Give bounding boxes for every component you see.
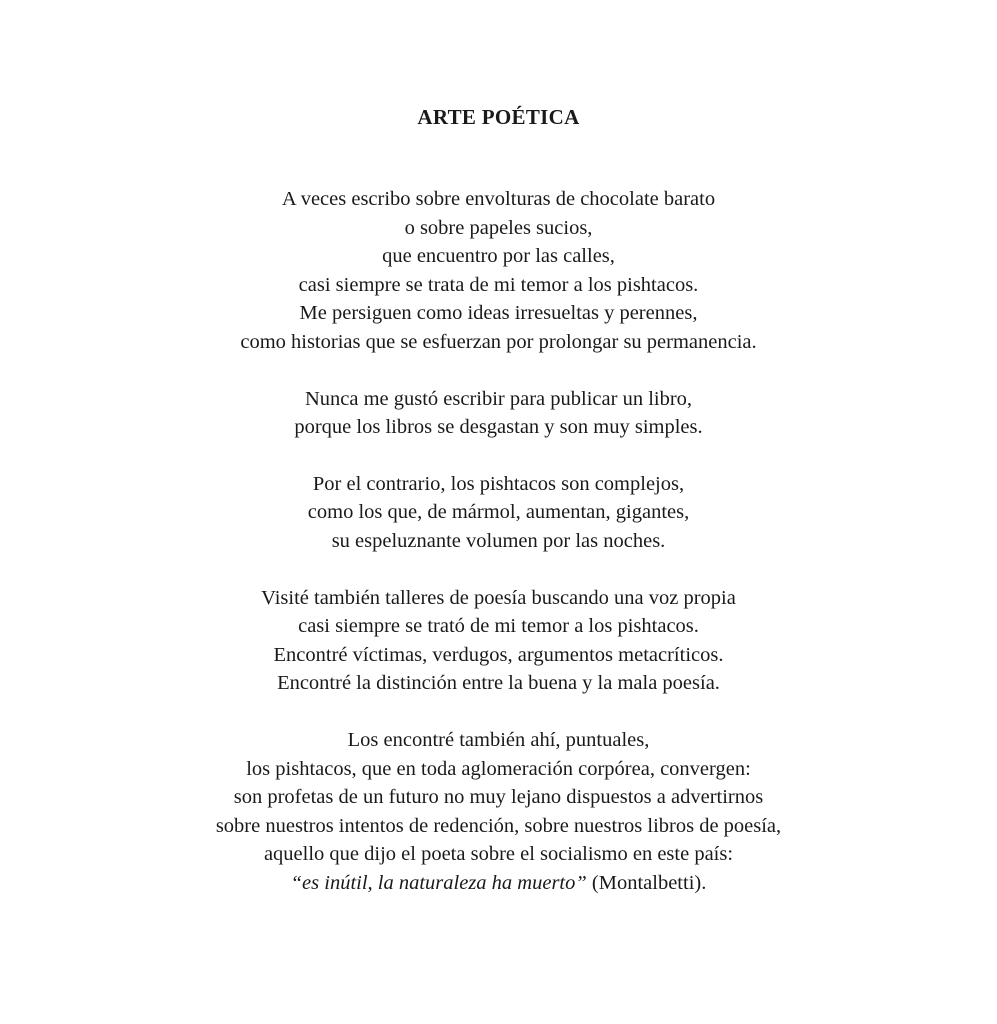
poem-line: como historias que se esfuerzan por prolongar su permanencia. bbox=[240, 330, 757, 353]
poem-title: ARTE POÉTICA bbox=[417, 105, 580, 129]
stanza-2 bbox=[0, 385, 997, 442]
poem-line: Visité también talleres de poesía buscando una voz propia bbox=[261, 586, 736, 609]
poem-line: Me persiguen como ideas irresueltas y perennes, bbox=[299, 302, 698, 325]
poem-line: Los encontré también ahí, puntuales, bbox=[347, 728, 650, 751]
attribution: (Montalbetti). bbox=[586, 871, 707, 894]
stanza-1 bbox=[0, 185, 997, 357]
poem-line: Encontré la distinción entre la buena y la mala poesía. bbox=[277, 672, 720, 695]
poem-line: Por el contrario, los pishtacos son complejos, bbox=[312, 472, 685, 495]
poem-final-line bbox=[0, 869, 997, 898]
poem-line: su espeluznante volumen por las noches. bbox=[331, 529, 666, 552]
poem-line: casi siempre se trató de mi temor a los pishtacos. bbox=[298, 615, 699, 638]
poem-line: los pishtacos, que en toda aglomeración corpórea, convergen: bbox=[246, 757, 751, 780]
poem-line: o sobre papeles sucios, bbox=[404, 216, 593, 239]
stanza-4 bbox=[0, 584, 997, 698]
poem-line: aquello que dijo el poeta sobre el socialismo en este país: bbox=[263, 843, 734, 866]
poem-body bbox=[0, 185, 997, 925]
quoted-verse: “es inútil, la naturaleza ha muerto” bbox=[290, 871, 587, 894]
poem-line: A veces escribo sobre envolturas de chocolate barato bbox=[281, 188, 716, 210]
poem-line: Encontré víctimas, verdugos, argumentos metacríticos. bbox=[273, 643, 724, 666]
poem-line: como los que, de mármol, aumentan, gigantes, bbox=[307, 501, 690, 524]
poem-line: porque los libros se desgastan y son muy simples. bbox=[294, 416, 703, 439]
poem-line: que encuentro por las calles, bbox=[382, 245, 615, 268]
stanza-5 bbox=[0, 726, 997, 898]
poem-line: Nunca me gustó escribir para publicar un libro, bbox=[304, 387, 693, 410]
stanza-3 bbox=[0, 470, 997, 556]
poem-line: son profetas de un futuro no muy lejano dispuestos a advertirnos bbox=[233, 786, 764, 809]
poem-line: sobre nuestros intentos de redención, sobre nuestros libros de poesía, bbox=[215, 814, 782, 837]
poem-line: casi siempre se trata de mi temor a los pishtacos. bbox=[298, 273, 699, 296]
